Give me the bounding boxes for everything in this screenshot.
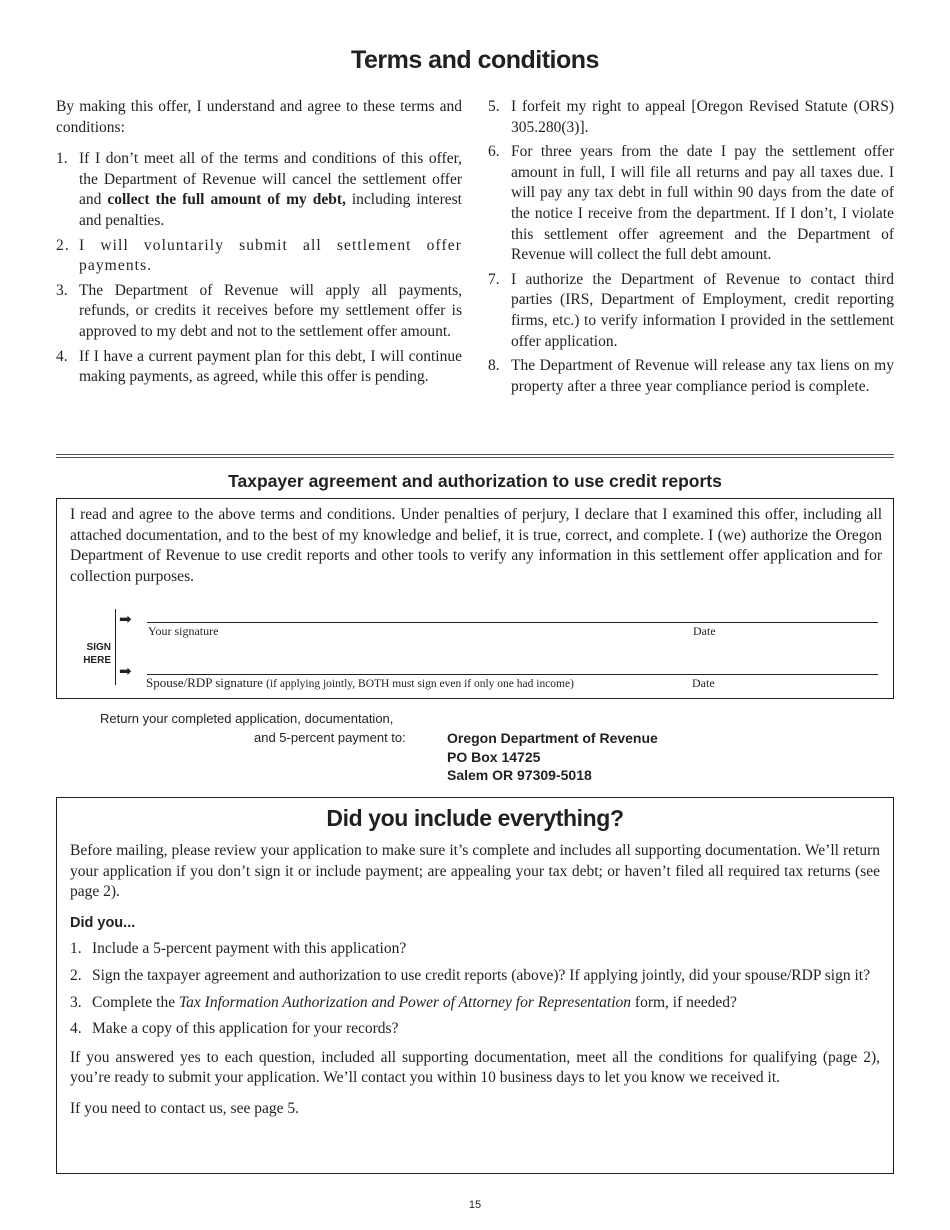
term-item: [488, 97, 894, 138]
here-label: HERE: [83, 655, 111, 666]
address-line: Oregon Department of Revenue: [447, 730, 658, 746]
term-text: I will voluntarily submit all settlement offer payments.: [79, 236, 462, 275]
term-text: The Department of Revenue will apply all payments, refunds, or credits it receives before my settlement offer is approved to my debt and not to the settlement offer amount.: [79, 281, 462, 340]
item-text: Sign the taxpayer agreement and authorization to use credit reports (above)? If applying jointly, did your spouse/RDP sign it?: [92, 966, 870, 984]
item-number: 3.: [70, 993, 82, 1011]
item-text: form, if needed?: [631, 993, 737, 1011]
date-label: Date: [692, 676, 715, 690]
spouse-label: Spouse/RDP signature: [146, 675, 263, 690]
term-item: [488, 142, 894, 266]
term-text: including interest and penalties.: [79, 191, 462, 229]
divider: [56, 457, 894, 458]
sign-label: SIGN: [86, 642, 111, 653]
term-text: If I don’t meet all of the terms and conditions of this offer, the Department of Revenue will cancel the settlement offer and: [79, 150, 462, 209]
term-text: For three years from the date I pay the settlement offer amount in full, I will file all returns and pay all taxes due. I will pay any tax debt in full within 90 days from the date of the notice I receive from the department. If I don’t, I violate this settlement offer agreement and the Department of Revenue will collect the full debt amount.: [511, 143, 894, 264]
terms-intro: By making this offer, I understand and agree to these terms and conditions:: [56, 98, 462, 136]
term-number: 2.: [56, 236, 70, 254]
term-text: If I have a current payment plan for this debt, I will continue making payments, as agreed, while this offer is pending.: [79, 347, 462, 386]
term-item: [56, 347, 462, 388]
term-number: 5.: [488, 98, 500, 115]
term-number: 3.: [56, 281, 68, 299]
checklist-item: [70, 993, 880, 1014]
term-item: [56, 281, 462, 343]
term-text: I forfeit my right to appeal [Oregon Revised Statute (ORS) 305.280(3)].: [511, 98, 894, 136]
checklist-box: [56, 797, 894, 1174]
checklist-body: [70, 841, 880, 1130]
item-number: 4.: [70, 1020, 82, 1038]
term-number: 1.: [56, 150, 68, 168]
item-text: Make a copy of this application for your records?: [92, 1020, 399, 1038]
checklist-item: [70, 939, 880, 960]
checklist-list: [70, 939, 880, 1039]
spouse-signature-label: [146, 676, 574, 691]
sign-here-label: [81, 641, 111, 667]
form-title: Tax Information Authorization and Power of Attorney for Representation: [178, 993, 632, 1011]
item-text: Include a 5-percent payment with this application?: [92, 940, 407, 958]
term-item: [488, 356, 894, 397]
term-text: I authorize the Department of Revenue to contact third parties (IRS, Department of Employment, credit reporting firms, etc.) to verify information I provided in the settlement offer application.: [511, 270, 894, 350]
term-number: 6.: [488, 143, 500, 161]
arrow-right-icon: ➡: [119, 664, 132, 680]
checklist-heading: Did you include everything?: [326, 805, 624, 831]
terms-list: [488, 97, 894, 397]
terms-list: [56, 149, 462, 388]
terms-column-right: [488, 97, 894, 401]
page-number: 15: [468, 1199, 482, 1211]
date-label: Date: [693, 624, 716, 638]
spouse-note: (if applying jointly, BOTH must sign even if only one had income): [266, 678, 574, 690]
mailing-address: [447, 729, 658, 785]
page-title: Terms and conditions: [351, 46, 599, 74]
contact-note: If you need to contact us, see page 5.: [70, 1099, 299, 1117]
divider: [56, 454, 894, 455]
return-instructions-line1: Return your completed application, documentation,: [100, 711, 394, 726]
return-instructions-line2: and 5-percent payment to:: [254, 730, 406, 745]
agreement-text: I read and agree to the above terms and conditions. Under penalties of perjury, I declare that I examined this offer, including all attached documentation, and to the best of my knowledge and belief, it is true, correct, and complete. I (we) authorize the Oregon Department of Revenue to use credit reports and other tools to verify any information in this settlement offer application and for collection purposes.: [70, 506, 882, 585]
item-number: 1.: [70, 940, 82, 958]
your-signature-label: Your signature: [148, 624, 219, 638]
term-item: [488, 270, 894, 352]
your-signature-field[interactable]: [147, 622, 878, 623]
agreement-heading: Taxpayer agreement and authorization to use credit reports: [228, 471, 722, 491]
address-line: Salem OR 97309-5018: [447, 767, 592, 783]
term-bold-text: collect the full amount of my debt,: [107, 191, 346, 209]
item-text: Complete the: [92, 993, 179, 1011]
term-item: [56, 149, 462, 231]
checklist-item: [70, 1019, 880, 1040]
arrow-right-icon: ➡: [119, 612, 132, 628]
agreement-box: [56, 498, 894, 699]
item-number: 2.: [70, 966, 82, 984]
term-number: 8.: [488, 357, 500, 375]
sign-bracket: [115, 609, 116, 685]
term-item: [56, 236, 462, 277]
checklist-item: [70, 966, 880, 987]
term-number: 4.: [56, 347, 68, 365]
did-you-heading: Did you...: [70, 914, 136, 931]
checklist-closing: If you answered yes to each question, included all supporting documentation, meet all the conditions for qualifying (page 2), you’re ready to submit your application. We’ll contact you within 10 business days to let you know we received it.: [70, 1048, 880, 1087]
checklist-intro: Before mailing, please review your application to make sure it’s complete and includes all supporting documentation. We’ll return your application if you don’t sign it or include payment; are appealing your tax debt; or haven’t filed all required tax returns (see page 2).: [70, 842, 880, 901]
term-text: The Department of Revenue will release any tax liens on my property after a three year compliance period is complete.: [511, 357, 894, 395]
address-line: PO Box 14725: [447, 748, 541, 765]
terms-column-left: [56, 97, 462, 392]
term-number: 7.: [488, 270, 500, 288]
